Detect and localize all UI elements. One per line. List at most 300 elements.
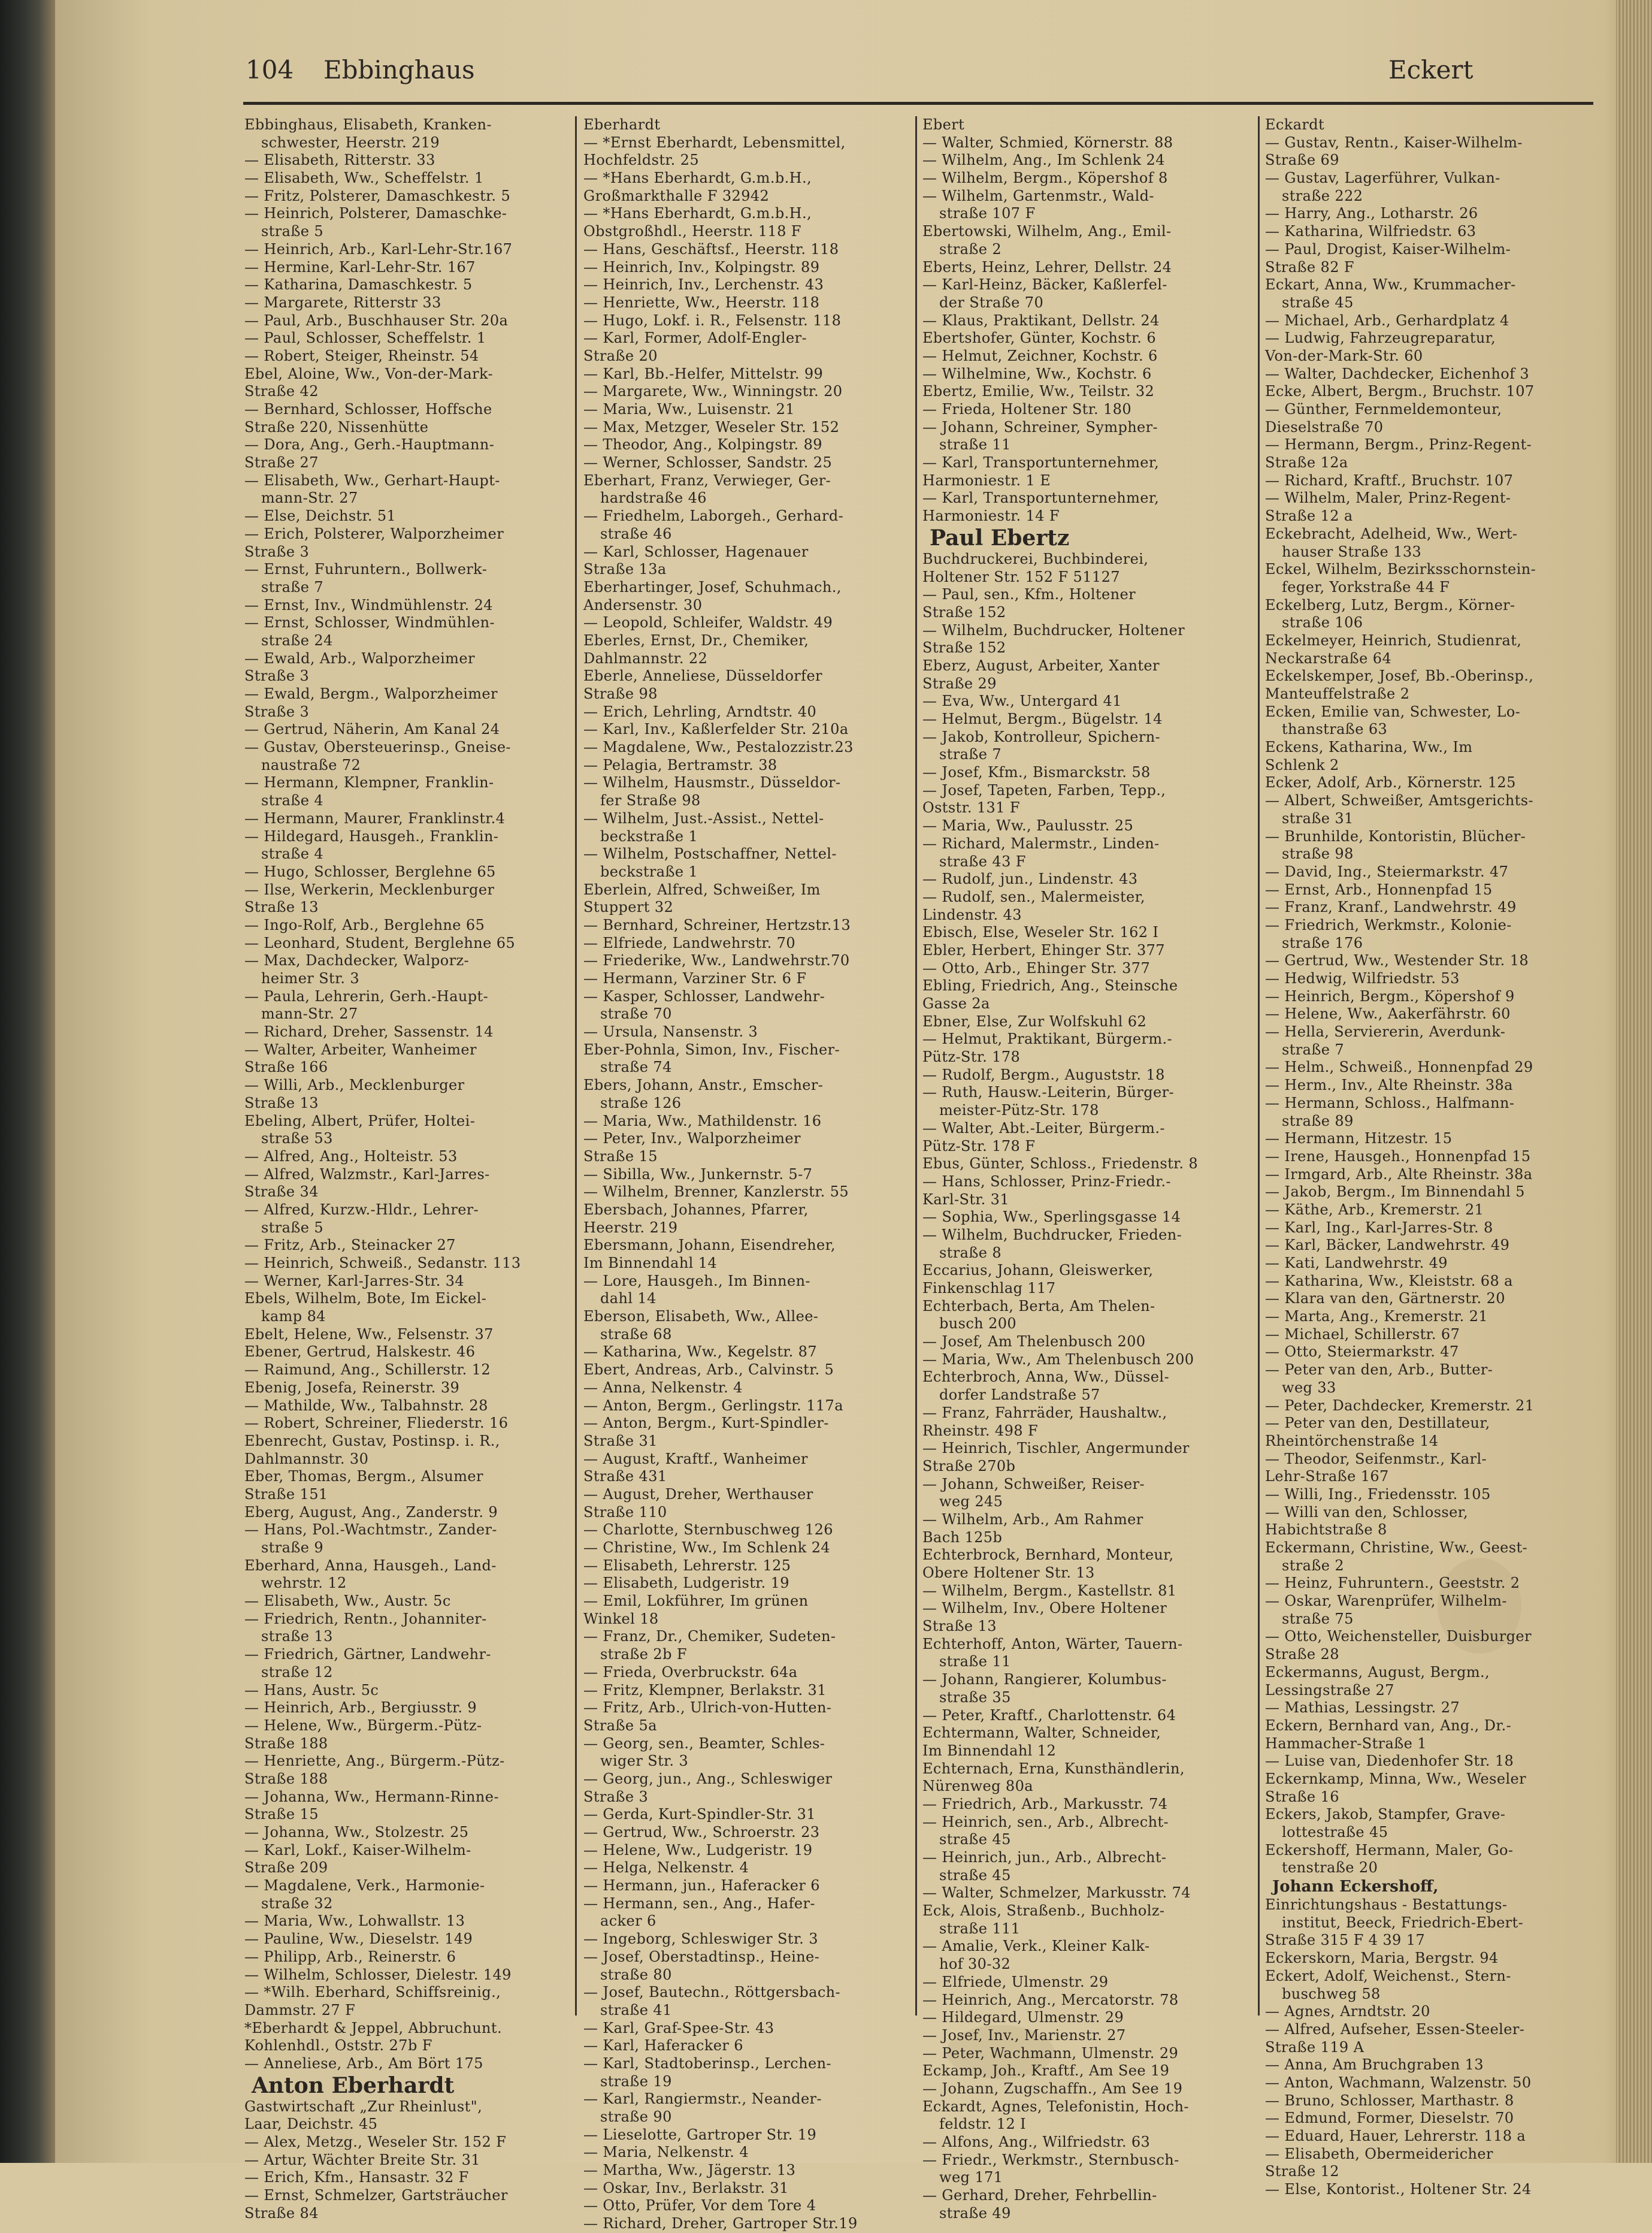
sub-entry-line: — Käthe, Arb., Kremerstr. 21 xyxy=(1265,1201,1484,1218)
entry-line: Eberhart, Franz, Verwieger, Ger- xyxy=(583,472,831,489)
sub-entry-line: — Josef, Kfm., Bismarckstr. 58 xyxy=(922,764,1151,781)
entry-continuation-line: straße 126 xyxy=(600,1094,682,1111)
entry-line: Straße 12 xyxy=(1265,2163,1339,2180)
sub-entry-line: — Erich, Kfm., Hansastr. 32 F xyxy=(244,2169,469,2186)
sub-entry-line: — Elisabeth, Ritterstr. 33 xyxy=(244,152,435,169)
sub-entry-line: — Elisabeth, Ww., Gerhart-Haupt- xyxy=(244,472,500,489)
sub-entry-line: — Wilhelm, Gartenmstr., Wald- xyxy=(922,187,1154,204)
sub-entry-line: — Peter van den, Arb., Butter- xyxy=(1265,1361,1493,1379)
entry-line: Straße 28 xyxy=(1265,1646,1339,1663)
sub-entry-line: — Walter, Schmied, Körnerstr. 88 xyxy=(922,134,1173,151)
sub-entry-line: — Bernhard, Schlosser, Hoffsche xyxy=(244,401,492,418)
sub-entry-line: — Ernst, Inv., Windmühlenstr. 24 xyxy=(244,596,493,614)
entry-line: Eckelmeyer, Heinrich, Studienrat, xyxy=(1265,631,1522,649)
sub-entry-line: — Wilhelm, Hausmstr., Düsseldor- xyxy=(583,774,841,791)
sub-entry-line: — Karl, Graf-Spee-Str. 43 xyxy=(583,2019,774,2036)
sub-entry-line: — Gertrud, Ww., Westender Str. 18 xyxy=(1265,952,1529,969)
sub-entry-line: — Charlotte, Sternbuschweg 126 xyxy=(583,1521,833,1539)
sub-entry-line: — August, Dreher, Werthauser xyxy=(583,1485,813,1503)
entry-continuation-line: dahl 14 xyxy=(600,1290,656,1307)
sub-entry-line: — Ernst, Schlosser, Windmühlen- xyxy=(244,614,495,631)
entry-continuation-line: straße 13 xyxy=(261,1628,333,1645)
sub-entry-line: — Ursula, Nansenstr. 3 xyxy=(583,1023,758,1041)
sub-entry-line: — Willi, Ing., Friedensstr. 105 xyxy=(1265,1485,1491,1503)
sub-entry-line: — Ernst, Schmelzer, Gartsträucher xyxy=(244,2187,508,2204)
entry-line: Eberles, Ernst, Dr., Chemiker, xyxy=(583,631,809,649)
sub-entry-line: — Wilhelm, Brenner, Kanzlerstr. 55 xyxy=(583,1183,849,1201)
entry-line: Harmoniestr. 1 E xyxy=(922,472,1051,489)
sub-entry-line: — Brunhilde, Kontoristin, Blücher- xyxy=(1265,827,1526,845)
sub-entry-line: — Hermann, Schloss., Halfmann- xyxy=(1265,1094,1515,1111)
entry-line: Echterbroch, Anna, Ww., Düssel- xyxy=(922,1368,1169,1386)
sub-entry-line: — Heinrich, Inv., Lerchenstr. 43 xyxy=(583,276,824,294)
entry-line: Im Binnendahl 14 xyxy=(583,1255,718,1271)
entry-continuation-line: naustraße 72 xyxy=(261,756,361,773)
sub-entry-line: — Gerda, Kurt-Spindler-Str. 31 xyxy=(583,1806,816,1823)
entry-line: Ebersmann, Johann, Eisendreher, xyxy=(583,1237,836,1254)
sub-entry-line: — Irene, Hausgeh., Honnenpfad 15 xyxy=(1265,1147,1531,1165)
sub-entry-line: — Alfred, Walzmstr., Karl-Jarres- xyxy=(244,1165,490,1183)
entry-line: Straße 3 xyxy=(244,543,310,560)
entry-continuation-line: der Straße 70 xyxy=(939,294,1044,311)
sub-entry-line: — Willi, Arb., Mecklenburger xyxy=(244,1077,465,1094)
sub-entry-line: — Irmgard, Arb., Alte Rheinstr. 38a xyxy=(1265,1165,1533,1183)
sub-entry-line: — Erich, Lehrling, Arndtstr. 40 xyxy=(583,703,817,720)
entry-line: Eckern, Bernhard van, Ang., Dr.- xyxy=(1265,1717,1512,1734)
entry-continuation-line: straße 111 xyxy=(939,1920,1021,1937)
sub-entry-line: — Mathilde, Ww., Talbahnstr. 28 xyxy=(244,1397,488,1414)
sub-entry-line: — Peter, Wachmann, Ulmenstr. 29 xyxy=(922,2044,1179,2062)
sub-entry-line: — Wilhelm, Bergm., Köpershof 8 xyxy=(922,170,1168,187)
entry-continuation-line: straße 70 xyxy=(600,1005,672,1023)
sub-entry-line: — Robert, Schreiner, Fliederstr. 16 xyxy=(244,1415,509,1432)
sub-entry-line: — Ruth, Hausw.-Leiterin, Bürger- xyxy=(922,1084,1175,1101)
entry-line: Obstgroßhdl., Heerstr. 118 F xyxy=(583,223,801,240)
column-3 xyxy=(922,116,1240,2222)
entry-continuation-line: heimer Str. 3 xyxy=(261,970,360,987)
sub-entry-line: — Ewald, Bergm., Walporzheimer xyxy=(244,685,498,702)
entry-continuation-line: hof 30-32 xyxy=(939,1956,1011,1973)
entry-continuation-line: straße 8 xyxy=(939,1244,1002,1261)
advertisement-title: Paul Ebertz xyxy=(930,525,1070,551)
entry-continuation-line: meister-Pütz-Str. 178 xyxy=(939,1102,1099,1119)
sub-entry-line: — Peter, Kraftf., Charlottenstr. 64 xyxy=(922,1706,1176,1724)
entry-line: Eber-Pohnla, Simon, Inv., Fischer- xyxy=(583,1041,840,1058)
sub-entry-line: — Hermann, sen., Ang., Hafer- xyxy=(583,1894,815,1912)
entry-line: Straße 119 A xyxy=(1265,2038,1364,2056)
sub-entry-line: — Walter, Dachdecker, Eichenhof 3 xyxy=(1265,365,1530,382)
sub-entry-line: — Otto, Arb., Ehinger Str. 377 xyxy=(922,959,1151,977)
sub-entry-line: — Fritz, Klempner, Berlakstr. 31 xyxy=(583,1681,827,1699)
sub-entry-line: — Heinrich, Inv., Kolpingstr. 89 xyxy=(583,258,820,276)
sub-entry-line: — Wilhelm, Maler, Prinz-Regent- xyxy=(1265,489,1511,507)
sub-entry-line: — Max, Dachdecker, Walporz- xyxy=(244,952,470,969)
entry-line: Dahlmannstr. 22 xyxy=(583,649,708,667)
sub-entry-line: — Heinrich, Tischler, Angermunder xyxy=(922,1440,1190,1457)
sub-entry-line: — Paul, Schlosser, Scheffelstr. 1 xyxy=(244,330,486,347)
sub-entry-line: — Walter, Arbeiter, Wanheimer xyxy=(244,1041,477,1058)
entry-line: Habichtstraße 8 xyxy=(1265,1521,1387,1539)
entry-line: Ebers, Johann, Anstr., Emscher- xyxy=(583,1077,824,1094)
sub-entry-line: — Hildegard, Ulmenstr. 29 xyxy=(922,2009,1124,2026)
sub-entry-line: — Theodor, Seifenmstr., Karl- xyxy=(1265,1450,1487,1467)
entry-line: Eberle, Anneliese, Düsseldorfer xyxy=(583,667,822,685)
entry-line: Einrichtungshaus - Bestattungs- xyxy=(1265,1896,1508,1914)
sub-entry-line: — Fritz, Arb., Ulrich-von-Hutten- xyxy=(583,1699,832,1717)
sub-entry-line: — Michael, Schillerstr. 67 xyxy=(1265,1325,1460,1343)
sub-entry-line: — Leopold, Schleifer, Waldstr. 49 xyxy=(583,614,833,631)
sub-entry-line: — Klaus, Praktikant, Dellstr. 24 xyxy=(922,312,1160,329)
sub-entry-line: — Heinrich, Polsterer, Damaschke- xyxy=(244,205,507,222)
sub-entry-line: — Maria, Ww., Paulusstr. 25 xyxy=(922,817,1134,835)
entry-line: Großmarkthalle F 32942 xyxy=(583,187,770,204)
sub-entry-line: — Gustav, Lagerführer, Vulkan- xyxy=(1265,170,1500,187)
sub-entry-line: — Wilhelm, Buchdrucker, Frieden- xyxy=(922,1226,1182,1243)
entry-line: Eckamp, Joh., Kraftf., Am See 19 xyxy=(922,2062,1170,2080)
sub-entry-line: — Wilhelm, Buchdrucker, Holtener xyxy=(922,621,1185,639)
sub-entry-line: — Anton, Bergm., Kurt-Spindler- xyxy=(583,1415,829,1432)
entry-continuation-line: wiger Str. 3 xyxy=(600,1752,689,1770)
entry-line: Straße 84 xyxy=(244,2204,319,2222)
sub-entry-line: — Lore, Hausgeh., Im Binnen- xyxy=(583,1272,810,1289)
entry-continuation-line: straße 98 xyxy=(1282,845,1354,863)
sub-entry-line: — Klara van den, Gärtnerstr. 20 xyxy=(1265,1290,1505,1307)
sub-entry-line: — Wilhelmine, Ww., Kochstr. 6 xyxy=(922,365,1152,382)
entry-line: Ebenrecht, Gustav, Postinsp. i. R., xyxy=(244,1432,500,1449)
sub-entry-line: — Karl-Heinz, Bäcker, Kaßlerfel- xyxy=(922,276,1167,294)
sub-entry-line: — *Hans Eberhardt, G.m.b.H., xyxy=(583,205,812,222)
entry-line: Im Binnendahl 12 xyxy=(922,1742,1057,1759)
sub-entry-line: — Elisabeth, Ludgeristr. 19 xyxy=(583,1575,789,1592)
sub-entry-line: — Richard, Dreher, Gartroper Str.19 xyxy=(583,2215,858,2232)
sub-entry-line: — Friederike, Ww., Landwehrstr.70 xyxy=(583,952,850,969)
sub-entry-line: — Elisabeth, Ww., Austr. 5c xyxy=(244,1593,451,1610)
sub-entry-line: — Heinrich, Arb., Bergiusstr. 9 xyxy=(244,1699,477,1717)
sub-entry-line: — Friedrich, Werkmstr., Kolonie- xyxy=(1265,916,1512,933)
sub-entry-line: — Rudolf, sen., Malermeister, xyxy=(922,888,1145,905)
entry-continuation-line: straße 32 xyxy=(261,1894,333,1912)
sub-entry-line: — Hugo, Lokf. i. R., Felsenstr. 118 xyxy=(583,312,842,329)
entry-continuation-line: mann-Str. 27 xyxy=(261,1005,358,1023)
sub-entry-line: — Otto, Weichensteller, Duisburger xyxy=(1265,1628,1532,1645)
entry-continuation-line: busch 200 xyxy=(939,1315,1017,1332)
sub-entry-line: — Ilse, Werkerin, Mecklenburger xyxy=(244,881,495,898)
entry-continuation-line: straße 11 xyxy=(939,1653,1011,1670)
sub-entry-line: — *Hans Eberhardt, G.m.b.H., xyxy=(583,170,812,187)
sub-entry-line: — Dora, Ang., Gerh.-Hauptmann- xyxy=(244,436,495,454)
sub-entry-line: — Hermann, Bergm., Prinz-Regent- xyxy=(1265,436,1532,454)
entry-line: Ebisch, Else, Weseler Str. 162 I xyxy=(922,924,1159,941)
entry-continuation-line: beckstraße 1 xyxy=(600,863,698,880)
entry-line: Ebus, Günter, Schloss., Friedenstr. 8 xyxy=(922,1155,1199,1173)
sub-entry-line: — Karl, Transportunternehmer, xyxy=(922,454,1160,472)
sub-entry-line: — Richard, Kraftf., Bruchstr. 107 xyxy=(1265,472,1514,489)
sub-entry-line: — Hugo, Schlosser, Berglehne 65 xyxy=(244,863,496,880)
entry-continuation-line: straße 11 xyxy=(939,436,1011,454)
sub-entry-line: — Werner, Karl-Jarres-Str. 34 xyxy=(244,1272,465,1289)
sub-entry-line: — Heinrich, Arb., Karl-Lehr-Str.167 xyxy=(244,240,513,258)
sub-entry-line: — Eduard, Hauer, Lehrerstr. 118 a xyxy=(1265,2128,1526,2144)
entry-continuation-line: acker 6 xyxy=(600,1912,656,1930)
entry-continuation-line: feger, Yorkstraße 44 F xyxy=(1282,578,1450,596)
entry-line: Ebertshofer, Günter, Kochstr. 6 xyxy=(922,330,1156,347)
sub-entry-line: — Leonhard, Student, Berglehne 65 xyxy=(244,934,516,951)
entry-line: Eckernkamp, Minna, Ww., Weseler xyxy=(1265,1770,1527,1787)
entry-continuation-line: straße 90 xyxy=(600,2108,672,2125)
sub-entry-line: — Maria, Ww., Mathildenstr. 16 xyxy=(583,1112,822,1129)
entry-continuation-line: straße 68 xyxy=(600,1325,672,1343)
entry-line: Eckelberg, Lutz, Bergm., Körner- xyxy=(1265,596,1515,614)
entry-line: Straße 270b xyxy=(922,1457,1016,1474)
sub-entry-line: — Fritz, Polsterer, Damaschkestr. 5 xyxy=(244,187,511,204)
entry-line: Gastwirtschaft „Zur Rheinlust", xyxy=(244,2098,483,2115)
entry-line: Schlenk 2 xyxy=(1265,756,1339,773)
entry-line: Dieselstraße 70 xyxy=(1265,418,1384,436)
entry-continuation-line: fer Straße 98 xyxy=(600,792,701,809)
entry-continuation-line: kamp 84 xyxy=(261,1308,326,1325)
sub-entry-line: — Heinrich, sen., Arb., Albrecht- xyxy=(922,1813,1169,1830)
sub-entry-line: — Helga, Nelkenstr. 4 xyxy=(583,1859,749,1877)
entry-line: Eberhartinger, Josef, Schuhmach., xyxy=(583,578,842,596)
entry-continuation-line: tenstraße 20 xyxy=(1282,1859,1378,1877)
sub-entry-line: — Max, Metzger, Weseler Str. 152 xyxy=(583,418,840,436)
sub-entry-line: — Maria, Nelkenstr. 4 xyxy=(583,2144,749,2161)
entry-continuation-line: straße 176 xyxy=(1282,934,1363,951)
sub-entry-line: — Margarete, Ritterstr 33 xyxy=(244,294,441,311)
sub-entry-line: — Magdalene, Ww., Pestalozzistr.23 xyxy=(583,739,854,756)
entry-line: Neckarstraße 64 xyxy=(1265,649,1392,667)
page-number: 104 xyxy=(246,55,294,84)
sub-entry-line: — Ewald, Arb., Walporzheimer xyxy=(244,649,475,667)
entry-line: Eber, Thomas, Bergm., Alsumer xyxy=(244,1468,483,1485)
entry-continuation-line: straße 49 xyxy=(939,2204,1011,2222)
entry-line: Straße 27 xyxy=(244,454,319,472)
entry-line: Heerstr. 219 xyxy=(583,1219,678,1236)
entry-line: Laar, Deichstr. 45 xyxy=(244,2116,378,2133)
sub-entry-line: — Michael, Arb., Gerhardplatz 4 xyxy=(1265,312,1509,329)
sub-entry-line: — Pauline, Ww., Dieselstr. 149 xyxy=(244,1930,473,1948)
sub-entry-line: — Hella, Serviererin, Averdunk- xyxy=(1265,1023,1506,1041)
sub-entry-line: — Karl, Former, Adolf-Engler- xyxy=(583,330,807,347)
entry-line: Straße 13 xyxy=(922,1618,997,1635)
sub-entry-line: — Josef, Oberstadtinsp., Heine- xyxy=(583,1948,820,1965)
sub-entry-line: — Karl, Stadtoberinsp., Lerchen- xyxy=(583,2054,831,2072)
entry-line: Gasse 2a xyxy=(922,995,990,1012)
sub-entry-line: — Ingo-Rolf, Arb., Berglehne 65 xyxy=(244,916,485,933)
entry-line: Andersenstr. 30 xyxy=(583,596,703,614)
sub-entry-line: — Richard, Malermstr., Linden- xyxy=(922,835,1160,852)
sub-entry-line: — Heinrich, jun., Arb., Albrecht- xyxy=(922,1849,1167,1866)
sub-entry-line: — Christine, Ww., Im Schlenk 24 xyxy=(583,1539,831,1556)
sub-entry-line: — Hans, Pol.-Wachtmstr., Zander- xyxy=(244,1521,497,1539)
entry-line: Rheinstr. 498 F xyxy=(922,1422,1039,1439)
sub-entry-line: — Lieselotte, Gartroper Str. 19 xyxy=(583,2126,817,2143)
sub-entry-line: — Alfred, Kurzw.-Hldr., Lehrer- xyxy=(244,1201,479,1218)
entry-continuation-line: beckstraße 1 xyxy=(600,827,698,845)
sub-entry-line: — Elisabeth, Lehrerstr. 125 xyxy=(583,1557,791,1574)
entry-line: Straße 13a xyxy=(583,561,667,578)
entry-line: Eckermann, Christine, Ww., Geest- xyxy=(1265,1539,1528,1556)
sub-entry-line: — Gertrud, Näherin, Am Kanal 24 xyxy=(244,721,500,738)
entry-line: Eccarius, Johann, Gleiswerker, xyxy=(922,1262,1154,1279)
sub-entry-line: — Gustav, Rentn., Kaiser-Wilhelm- xyxy=(1265,134,1523,151)
sub-entry-line: — Günther, Fernmeldemonteur, xyxy=(1265,401,1502,418)
entry-line: Dammstr. 27 F xyxy=(244,2001,356,2019)
entry-continuation-line: straße 19 xyxy=(600,2072,672,2090)
sub-entry-line: — Paula, Lehrerin, Gerh.-Haupt- xyxy=(244,987,489,1005)
entry-continuation-line: straße 45 xyxy=(939,1866,1011,1884)
entry-line: Dahlmannstr. 30 xyxy=(244,1450,369,1467)
sub-entry-line: — Ernst, Fuhruntern., Bollwerk- xyxy=(244,561,488,578)
entry-line: Straße 315 F 4 39 17 xyxy=(1265,1932,1426,1949)
sub-entry-line: — Magdalene, Verk., Harmonie- xyxy=(244,1877,485,1894)
entry-line: Obere Holtener Str. 13 xyxy=(922,1564,1095,1581)
entry-continuation-line: straße 75 xyxy=(1282,1610,1354,1627)
entry-line: Buchdruckerei, Buchbinderei, xyxy=(922,550,1149,567)
sub-entry-line: — Edmund, Former, Dieselstr. 70 xyxy=(1265,2110,1514,2127)
entry-line: Eckel, Wilhelm, Bezirksschornstein- xyxy=(1265,561,1536,578)
sub-entry-line: — Alfons, Ang., Wilfriedstr. 63 xyxy=(922,2134,1151,2150)
book-binding xyxy=(0,0,55,2163)
entry-line: Echterbach, Berta, Am Thelen- xyxy=(922,1297,1155,1315)
entry-continuation-line: straße 45 xyxy=(939,1831,1011,1848)
sub-entry-line: — Helmut, Bergm., Bügelstr. 14 xyxy=(922,711,1163,727)
sub-entry-line: — Henriette, Ang., Bürgerm.-Pütz- xyxy=(244,1752,505,1770)
sub-entry-line: — Wilhelm, Bergm., Kastellstr. 81 xyxy=(922,1582,1177,1599)
column-separator xyxy=(1258,116,1260,2016)
sub-entry-line: — Josef, Inv., Marienstr. 27 xyxy=(922,2026,1126,2044)
advertisement-title: Johann Eckershoff, xyxy=(1272,1878,1439,1896)
sub-entry-line: — Harry, Ang., Lotharstr. 26 xyxy=(1265,205,1478,222)
sub-entry-line: — Alex, Metzg., Weseler Str. 152 F xyxy=(244,2134,507,2150)
entry-line: Ebersbach, Johannes, Pfarrer, xyxy=(583,1201,809,1218)
sub-entry-line: — Franz, Fahrräder, Haushaltw., xyxy=(922,1404,1167,1421)
entry-line: Straße 152 xyxy=(922,639,1006,657)
entry-line: Straße 3 xyxy=(244,703,310,720)
sub-entry-line: — Amalie, Verk., Kleiner Kalk- xyxy=(922,1938,1150,1955)
sub-entry-line: — Peter, Dachdecker, Kremerstr. 21 xyxy=(1265,1397,1535,1414)
entry-line: Straße 431 xyxy=(583,1468,667,1485)
sub-entry-line: — Helmut, Praktikant, Bürgerm.- xyxy=(922,1031,1173,1048)
sub-entry-line: — Gustav, Obersteuerinsp., Gneise- xyxy=(244,739,511,756)
sub-entry-line: — Anton, Wachmann, Walzenstr. 50 xyxy=(1265,2074,1532,2091)
sub-entry-line: — Katharina, Wilfriedstr. 63 xyxy=(1265,223,1476,240)
sub-entry-line: — Bernhard, Schreiner, Hertzstr.13 xyxy=(583,916,851,933)
sub-entry-line: — Hermann, jun., Haferacker 6 xyxy=(583,1877,820,1894)
entry-continuation-line: feldstr. 12 I xyxy=(939,2116,1027,2133)
sub-entry-line: — Ernst, Arb., Honnenpfad 15 xyxy=(1265,881,1493,898)
sub-entry-line: — Elisabeth, Ww., Scheffelstr. 1 xyxy=(244,170,484,187)
entry-line: Karl-Str. 31 xyxy=(922,1190,1010,1208)
entry-continuation-line: straße 74 xyxy=(600,1059,672,1076)
sub-entry-line: — August, Kraftf., Wanheimer xyxy=(583,1450,808,1467)
entry-line: Eckardt, Agnes, Telefonistin, Hoch- xyxy=(922,2098,1189,2115)
entry-continuation-line: straße 80 xyxy=(600,1966,672,1983)
sub-entry-line: — Helene, Ww., Ludgeristr. 19 xyxy=(583,1841,813,1859)
entry-line: Eckert, Adolf, Weichenst., Stern- xyxy=(1265,1967,1511,1984)
entry-line: Straße 166 xyxy=(244,1059,328,1076)
entry-continuation-line: straße 41 xyxy=(600,2001,672,2019)
sub-entry-line: — Marta, Ang., Kremerstr. 21 xyxy=(1265,1308,1488,1325)
entry-continuation-line: straße 9 xyxy=(261,1539,324,1556)
entry-line: Eberhardt xyxy=(583,116,661,133)
sub-entry-line: — Hermann, Hitzestr. 15 xyxy=(1265,1130,1453,1147)
sub-entry-line: — Katharina, Ww., Kleiststr. 68 a xyxy=(1265,1272,1513,1289)
sub-entry-line: — Helm., Schweiß., Honnenpfad 29 xyxy=(1265,1059,1533,1076)
sub-entry-line: — Karl, Transportunternehmer, xyxy=(922,489,1160,507)
entry-line: Eberlein, Alfred, Schweißer, Im xyxy=(583,881,821,898)
entry-line: Straße 3 xyxy=(583,1788,649,1805)
header-right-keyword: Eckert xyxy=(1388,55,1474,84)
sub-entry-line: — Heinrich, Bergm., Köpershof 9 xyxy=(1265,987,1515,1005)
entry-line: Ebertowski, Wilhelm, Ang., Emil- xyxy=(922,223,1172,240)
entry-continuation-line: buschweg 58 xyxy=(1282,1985,1381,2002)
sub-entry-line: — Theodor, Ang., Kolpingstr. 89 xyxy=(583,436,822,454)
sub-entry-line: — Henriette, Ww., Heerstr. 118 xyxy=(583,294,820,311)
entry-line: Stuppert 32 xyxy=(583,899,674,916)
sub-entry-line: — Mathias, Lessingstr. 27 xyxy=(1265,1699,1460,1717)
sub-entry-line: — Artur, Wächter Breite Str. 31 xyxy=(244,2151,480,2168)
sub-entry-line: — Eva, Ww., Untergard 41 xyxy=(922,693,1122,710)
sub-entry-line: — Wilhelm, Just.-Assist., Nettel- xyxy=(583,809,824,827)
sub-entry-line: — Karl, Inv., Kaßlerfelder Str. 210a xyxy=(583,721,849,738)
sub-entry-line: — Johanna, Ww., Hermann-Rinne- xyxy=(244,1788,499,1805)
entry-continuation-line: straße 2b F xyxy=(600,1646,687,1663)
sub-entry-line: — Philipp, Arb., Reinerstr. 6 xyxy=(244,1948,456,1965)
sub-entry-line: — Hermann, Klempner, Franklin- xyxy=(244,774,494,791)
entry-line: Rheintörchenstraße 14 xyxy=(1265,1432,1439,1449)
entry-continuation-line: straße 5 xyxy=(261,223,324,240)
sub-entry-line: — Anton, Bergm., Gerlingstr. 117a xyxy=(583,1397,843,1414)
sub-entry-line: — Richard, Dreher, Sassenstr. 14 xyxy=(244,1023,494,1041)
sub-entry-line: — Hans, Austr. 5c xyxy=(244,1681,379,1699)
sub-entry-line: — Helmut, Zeichner, Kochstr. 6 xyxy=(922,347,1158,364)
entry-continuation-line: straße 43 F xyxy=(939,853,1026,870)
entry-line: Straße 69 xyxy=(1265,152,1339,169)
sub-entry-line: — Agnes, Arndtstr. 20 xyxy=(1265,2003,1430,2020)
entry-line: Ebertz, Emilie, Ww., Teilstr. 32 xyxy=(922,383,1155,400)
entry-line: Ebert, Andreas, Arb., Calvinstr. 5 xyxy=(583,1361,834,1379)
entry-line: Ebels, Wilhelm, Bote, Im Eickel- xyxy=(244,1290,487,1307)
sub-entry-line: — Anna, Am Bruchgraben 13 xyxy=(1265,2056,1484,2074)
entry-line: Ebel, Aloine, Ww., Von-der-Mark- xyxy=(244,365,493,382)
entry-line: Eckers, Jakob, Stampfer, Grave- xyxy=(1265,1806,1506,1823)
entry-line: Eberhard, Anna, Hausgeh., Land- xyxy=(244,1557,497,1574)
entry-line: Kohlenhdl., Oststr. 27b F xyxy=(244,2037,432,2054)
sub-entry-line: — Kati, Landwehrstr. 49 xyxy=(1265,1255,1448,1271)
entry-continuation-line: straße 2 xyxy=(1282,1557,1345,1574)
entry-continuation-line: hauser Straße 133 xyxy=(1282,543,1422,560)
sub-entry-line: — Sibilla, Ww., Junkernstr. 5-7 xyxy=(583,1165,813,1183)
sub-entry-line: — Jakob, Kontrolleur, Spichern- xyxy=(922,728,1161,745)
sub-entry-line: — Luise van, Diedenhofer Str. 18 xyxy=(1265,1752,1514,1770)
entry-line: Straße 188 xyxy=(244,1735,328,1752)
sub-entry-line: — Friedrich, Rentn., Johanniter- xyxy=(244,1610,487,1627)
sub-entry-line: — Josef, Bautechn., Röttgersbach- xyxy=(583,1984,841,2001)
entry-continuation-line: straße 106 xyxy=(1282,614,1363,631)
entry-continuation-line: hardstraße 46 xyxy=(600,489,707,507)
sub-entry-line: — Wilhelm, Postschaffner, Nettel- xyxy=(583,845,837,863)
entry-line: Echterhoff, Anton, Wärter, Tauern- xyxy=(922,1635,1183,1652)
sub-entry-line: — Jakob, Bergm., Im Binnendahl 5 xyxy=(1265,1183,1525,1201)
entry-line: Ebler, Herbert, Ehinger Str. 377 xyxy=(922,941,1165,959)
entry-line: Straße 152 xyxy=(922,603,1006,621)
sub-entry-line: — Oskar, Inv., Berlakstr. 31 xyxy=(583,2179,789,2196)
entry-line: Ebelt, Helene, Ww., Felsenstr. 37 xyxy=(244,1325,494,1343)
sub-entry-line: — Franz, Dr., Chemiker, Sudeten- xyxy=(583,1628,836,1645)
entry-line: Straße 12 a xyxy=(1265,507,1353,525)
entry-line: Harmoniestr. 14 F xyxy=(922,507,1060,525)
